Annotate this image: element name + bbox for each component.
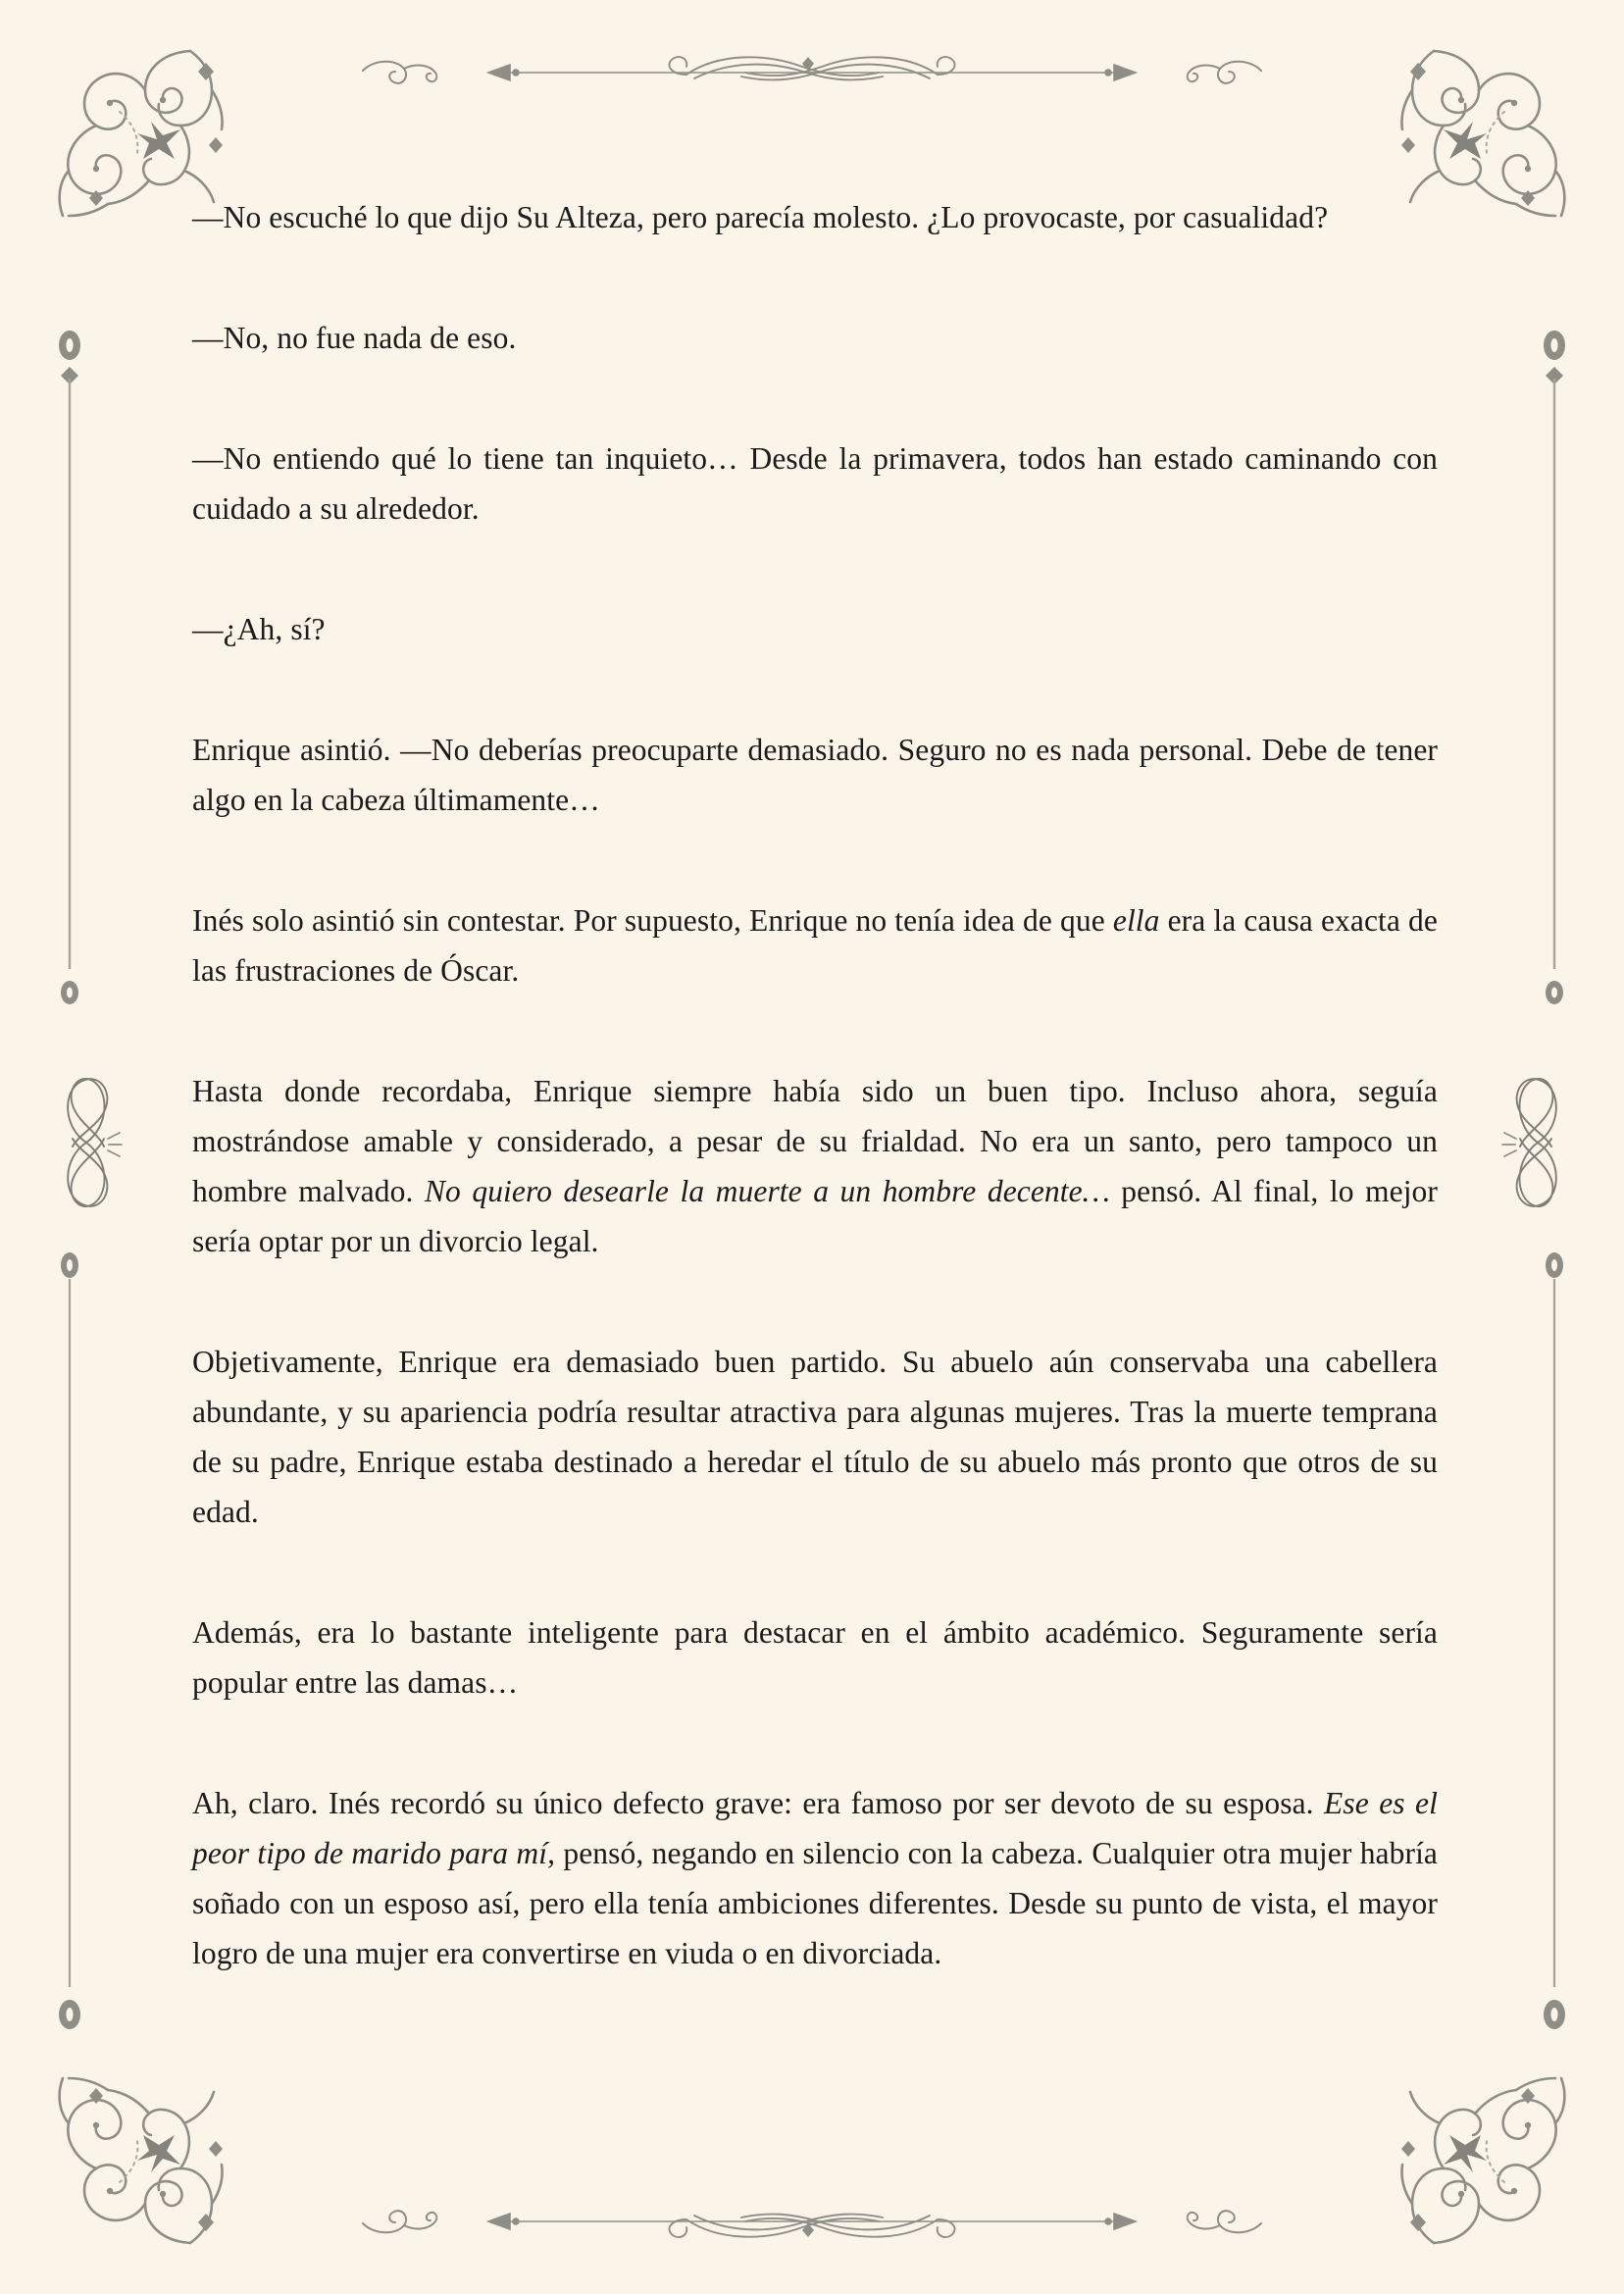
pin-finial-ornament-right-lower xyxy=(1540,1246,1569,1991)
paragraph: Objetivamente, Enrique era demasiado buen partido. Su abuelo aún conservaba una cabellera abundante, y su apariencia podría resultar atractiva para algunas mujeres. Tras la muerte temprana de su padre, Enrique estaba destinado a heredar el título de su abuelo más pronto que otros de su edad. xyxy=(192,1345,1438,1530)
pin-finial-ornament-right-lower-mirror xyxy=(1540,1991,1569,2036)
emphasis-text: No quiero desearle la muerte a un hombre decente… xyxy=(424,1174,1110,1209)
horizontal-flourish-divider-bottom xyxy=(341,2206,1283,2249)
pin-finial-ornament-left-upper xyxy=(55,324,84,971)
filigree-corner-ornament-bottom-left xyxy=(43,2065,229,2251)
pin-finial-ornament-right-upper-mirror xyxy=(1540,971,1569,1010)
paragraph: Hasta donde recordaba, Enrique siempre había sido un buen tipo. Incluso ahora, seguía mostrándose amable y considerado, a pesar de su frialdad. No era un santo, pero tampoco un hombre malvado. No quiero desearle la muerte a un hombre decente… pensó. Al final, lo mejor sería optar por un divorcio legal. xyxy=(192,1074,1438,1259)
paragraph: Enrique asintió. —No deberías preocuparte demasiado. Seguro no es nada personal. Debe de tener algo en la cabeza últimamente… xyxy=(192,733,1438,818)
paragraph: Inés solo asintió sin contestar. Por supuesto, Enrique no tenía idea de que ella era la causa exacta de las frustraciones de Óscar. xyxy=(192,903,1438,989)
pin-finial-ornament-left-upper-mirror xyxy=(55,971,84,1010)
emphasis-text: ella xyxy=(1112,903,1160,939)
paragraph: Ah, claro. Inés recordó su único defecto grave: era famoso por ser devoto de su esposa. Ese es el peor tipo de marido para mí, pensó, negando en silencio con la cabeza. Cualquier otra mujer habría soñado con un esposo así, pero ella tenía ambiciones diferentes. Desde su punto de vista, el mayor logro de una mujer era convertirse en viuda o en divorciada. xyxy=(192,1786,1438,1971)
filigree-corner-ornament-bottom-right xyxy=(1395,2065,1581,2251)
pin-finial-ornament-left-lower-mirror xyxy=(55,1991,84,2036)
infinity-ribbon-ornament-right xyxy=(1498,1064,1577,1221)
pin-finial-ornament-left-lower xyxy=(55,1246,84,1991)
infinity-ribbon-ornament-left xyxy=(47,1064,126,1221)
paragraph: —No entiendo qué lo tiene tan inquieto… Desde la primavera, todos han estado caminando con cuidado a su alrededor. xyxy=(192,441,1438,527)
paragraph: —¿Ah, sí? xyxy=(192,612,326,647)
body-text-column xyxy=(192,192,1438,1978)
paragraph: —No, no fue nada de eso. xyxy=(192,321,517,356)
pin-finial-ornament-right-upper xyxy=(1540,324,1569,971)
paragraph: Además, era lo bastante inteligente para destacar en el ámbito académico. Seguramente sería popular entre las damas… xyxy=(192,1615,1438,1701)
emphasis-text: Ese es el peor tipo de marido para mí, xyxy=(192,1786,1438,1871)
paragraph: —No escuché lo que dijo Su Alteza, pero parecía molesto. ¿Lo provocaste, por casualidad? xyxy=(192,200,1329,234)
horizontal-flourish-divider-top xyxy=(341,45,1283,88)
